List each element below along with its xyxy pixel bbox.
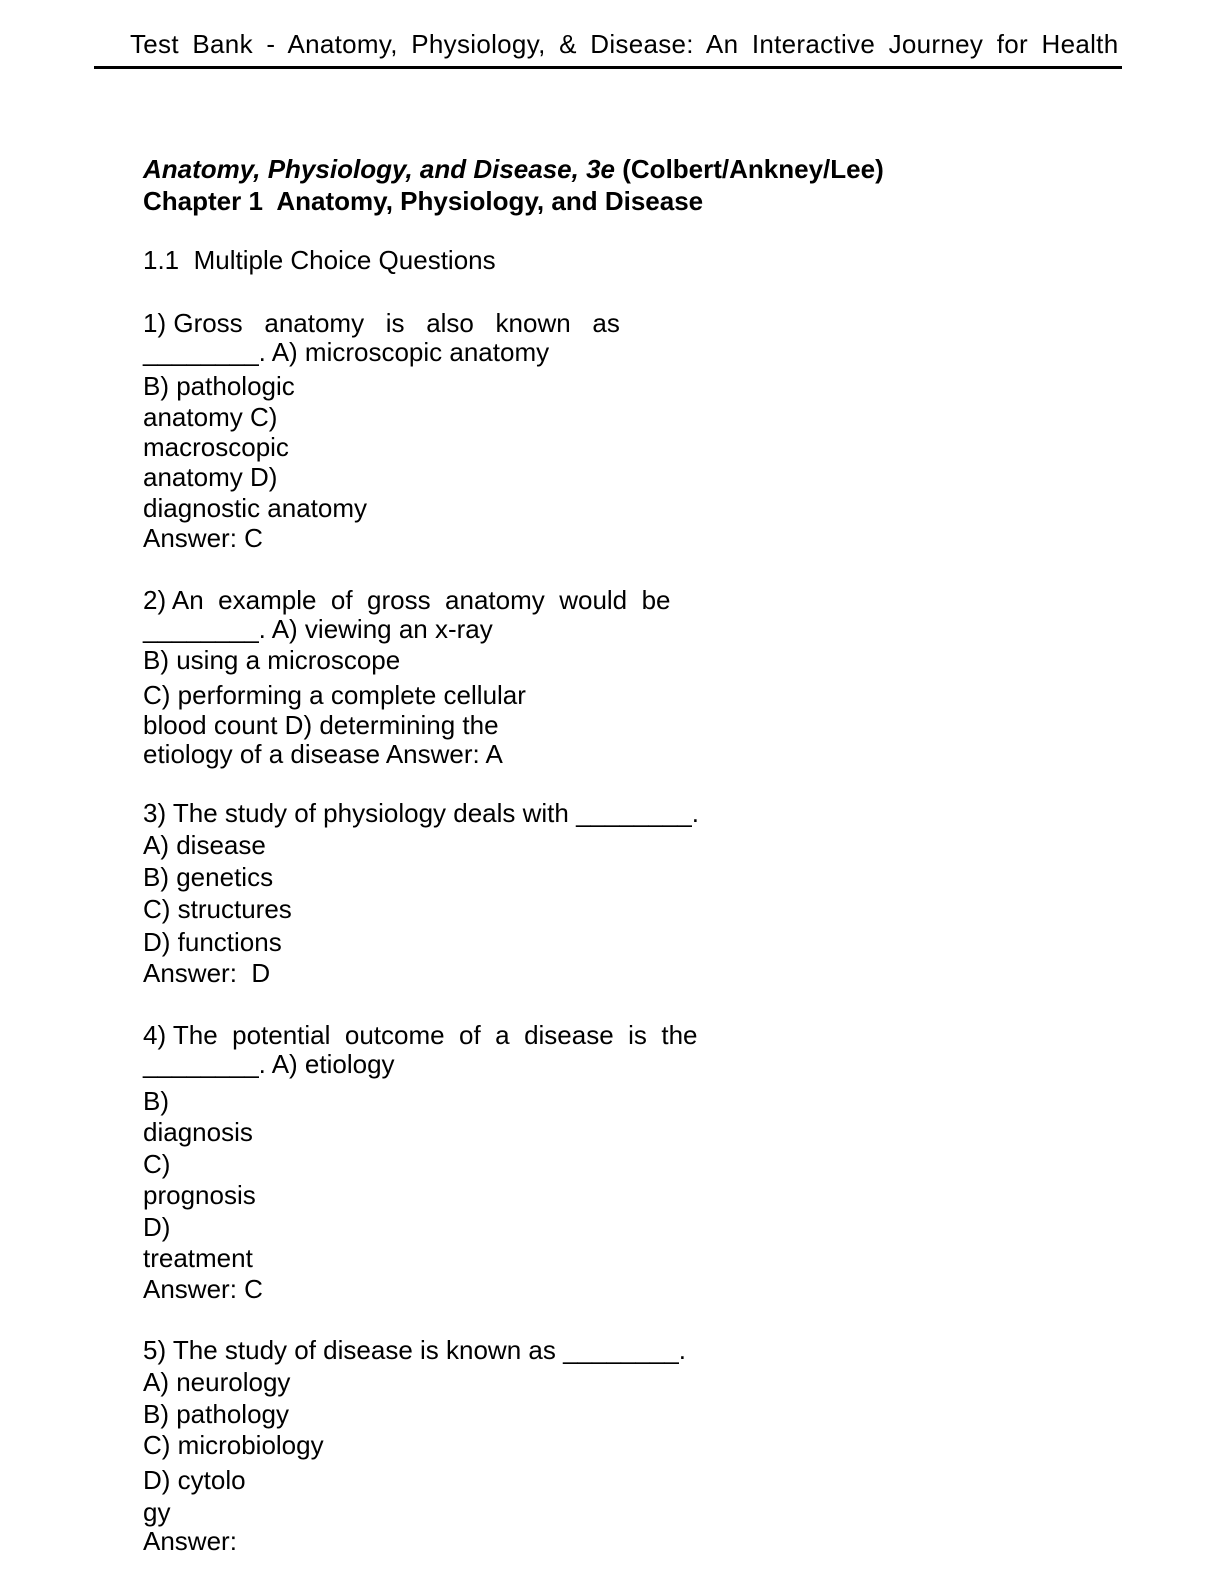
book-title: Anatomy, Physiology, and Disease, 3e [143, 154, 616, 184]
question-line: anatomy C) [143, 402, 278, 432]
question-line: D) [143, 1212, 171, 1242]
question-line: blood count D) determining the [143, 710, 499, 740]
book-title-line [143, 153, 884, 185]
running-header-title: Test Bank - Anatomy, Physiology, & Disease: An Interactive Journey for Health [130, 29, 1119, 59]
question-line: B) pathology [143, 1399, 289, 1429]
question-line: C) structures [143, 894, 292, 924]
question-line: A) disease [143, 830, 266, 860]
question-line: B) pathologic [143, 371, 295, 401]
question-line: A) neurology [143, 1367, 291, 1397]
answer-line: Answer: C [143, 1274, 263, 1304]
question-line: ________. A) viewing an x-ray [143, 614, 493, 644]
question-line: B) using a microscope [143, 645, 401, 675]
question-line: C) [143, 1149, 171, 1179]
question-line: gy [143, 1497, 171, 1527]
question-line: ________. A) microscopic anatomy [143, 337, 550, 367]
question-line: 5) The study of disease is known as ________. [143, 1335, 686, 1365]
question-line: 4) The potential outcome of a disease is the [143, 1020, 698, 1050]
question-line: B) genetics [143, 862, 274, 892]
answer-line: Answer: D [143, 958, 271, 988]
question-line: 1) Gross anatomy is also known as [143, 308, 620, 338]
question-line: diagnosis [143, 1117, 253, 1147]
answer-line: Answer: C [143, 523, 263, 553]
question-line: ________. A) etiology [143, 1049, 395, 1079]
question-line: anatomy D) [143, 462, 278, 492]
section-heading: 1.1 Multiple Choice Questions [143, 245, 496, 275]
book-authors: (Colbert/Ankney/Lee) [622, 154, 884, 184]
question-line: D) cytolo [143, 1465, 246, 1495]
answer-line: Answer: [143, 1526, 237, 1556]
question-line: 2) An example of gross anatomy would be [143, 585, 671, 615]
header-rule [94, 66, 1122, 69]
question-line: macroscopic [143, 432, 289, 462]
question-line: 3) The study of physiology deals with ________. [143, 798, 699, 828]
question-line: diagnostic anatomy [143, 493, 368, 523]
question-line: C) microbiology [143, 1430, 324, 1460]
question-line: prognosis [143, 1180, 256, 1210]
question-line: C) performing a complete cellular [143, 680, 526, 710]
chapter-title: Chapter 1 Anatomy, Physiology, and Disease [143, 186, 704, 216]
question-line: B) [143, 1086, 169, 1116]
question-line: D) functions [143, 927, 282, 957]
question-line: treatment [143, 1243, 253, 1273]
question-line: etiology of a disease Answer: A [143, 739, 503, 769]
